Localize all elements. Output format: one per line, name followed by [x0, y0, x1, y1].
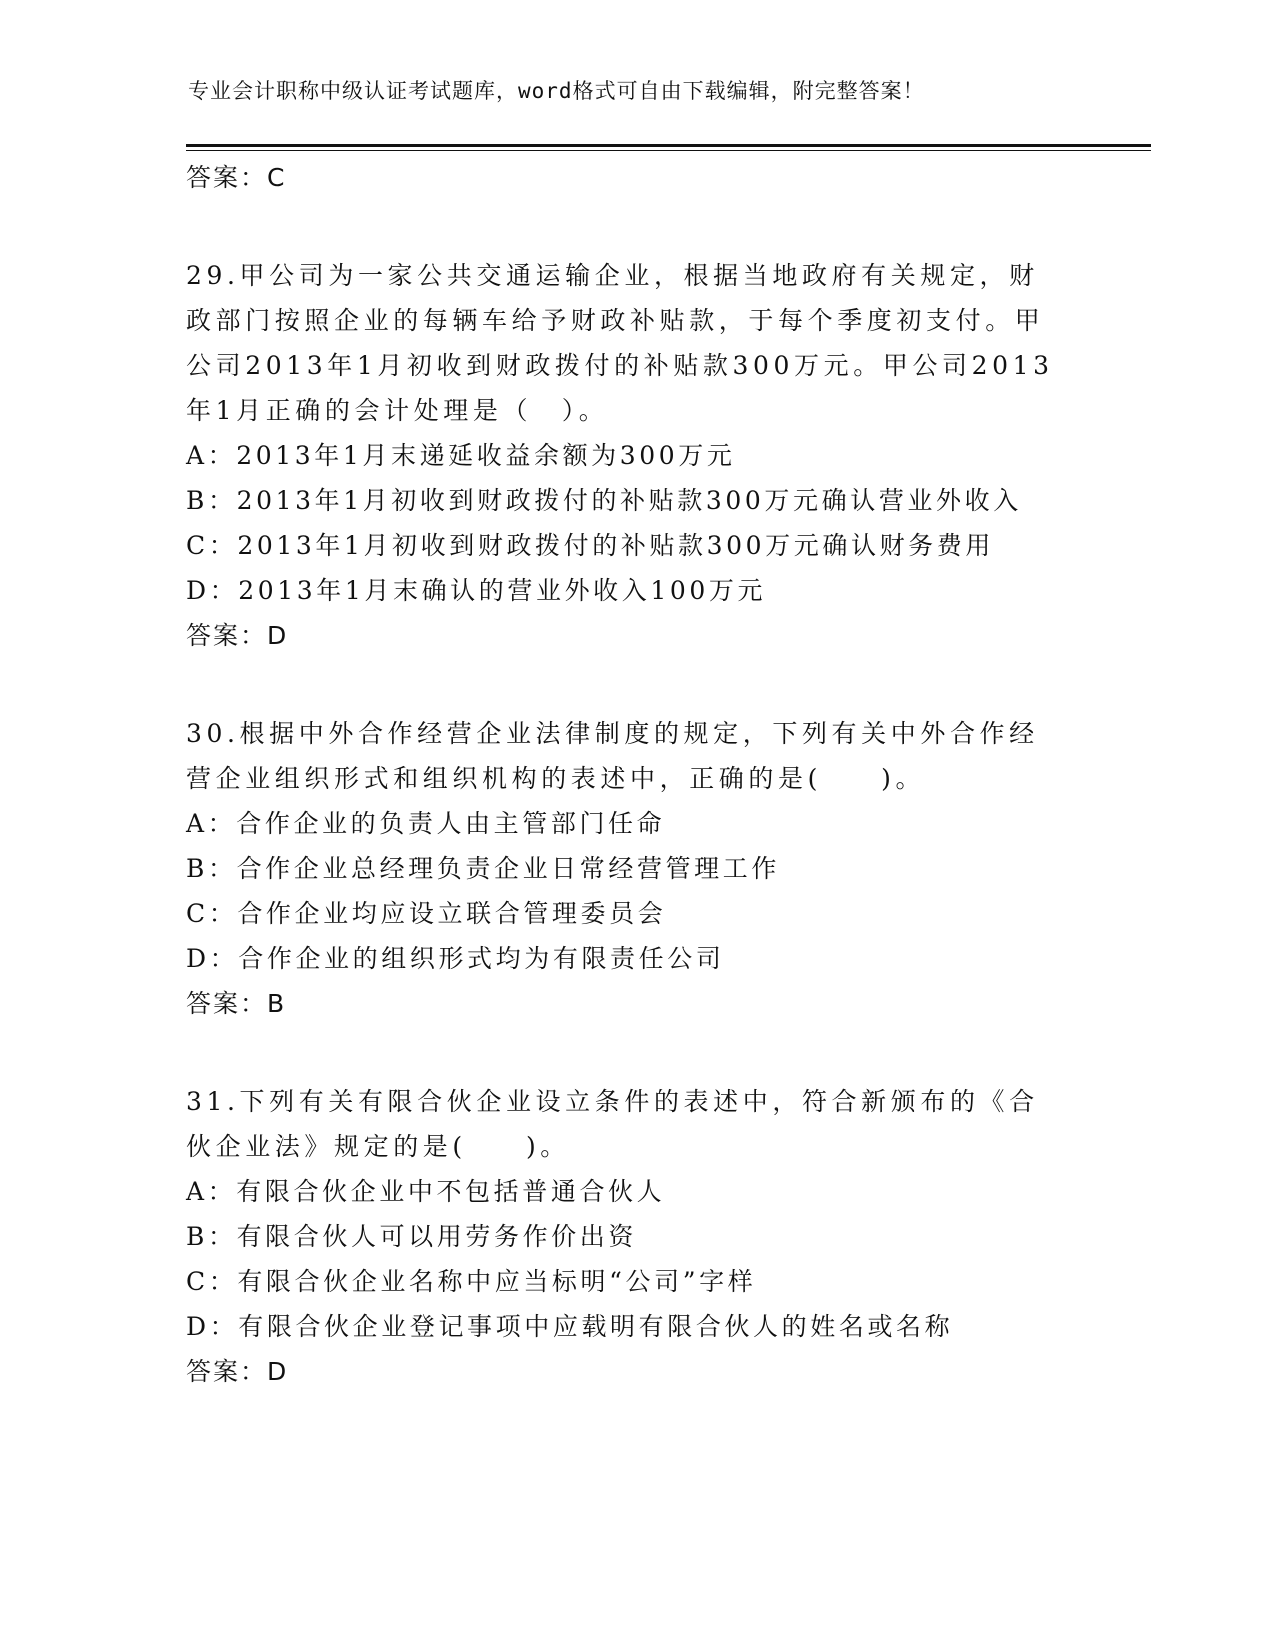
option-d: D：有限合伙企业登记事项中应载明有限合伙人的姓名或名称 [186, 1312, 954, 1341]
page-header: 专业会计职称中级认证考试题库，word格式可自由下载编辑，附完整答案！ [188, 79, 925, 103]
option-a: A：合作企业的负责人由主管部门任命 [186, 809, 666, 838]
header-rule-thick [186, 144, 1151, 147]
option-b: B：2013年1月初收到财政拨付的补贴款300万元确认营业外收入 [186, 486, 1022, 515]
header-rule-thin [186, 150, 1151, 151]
answer: 答案：D [186, 621, 289, 650]
option-c: C：有限合伙企业名称中应当标明“公司”字样 [186, 1267, 757, 1296]
option-d: D：2013年1月末确认的营业外收入100万元 [186, 576, 767, 605]
option-c: C：2013年1月初收到财政拨付的补贴款300万元确认财务费用 [186, 531, 994, 560]
option-d: D：合作企业的组织形式均为有限责任公司 [186, 944, 725, 973]
question-30 [186, 711, 1086, 1026]
option-a: A：2013年1月末递延收益余额为300万元 [186, 441, 736, 470]
question-stem: 30.根据中外合作经营企业法律制度的规定，下列有关中外合作经营企业组织形式和组织机构的表述中，正确的是( )。 [186, 719, 1039, 793]
question-list [186, 155, 1086, 1394]
answer-previous: 答案：C [186, 163, 287, 192]
option-b: B：有限合伙人可以用劳务作价出资 [186, 1222, 637, 1251]
option-c: C：合作企业均应设立联合管理委员会 [186, 899, 667, 928]
option-b: B：合作企业总经理负责企业日常经营管理工作 [186, 854, 780, 883]
option-a: A：有限合伙企业中不包括普通合伙人 [186, 1177, 666, 1206]
answer: 答案：B [186, 989, 287, 1018]
answer: 答案：D [186, 1357, 289, 1386]
question-31 [186, 1079, 1086, 1394]
question-29 [186, 253, 1086, 658]
question-stem: 31.下列有关有限合伙企业设立条件的表述中，符合新颁布的《合伙企业法》规定的是( )。 [186, 1087, 1039, 1161]
question-stem: 29.甲公司为一家公共交通运输企业，根据当地政府有关规定，财政部门按照企业的每辆车给予财政补贴款，于每个季度初支付。甲公司2013年1月初收到财政拨付的补贴款300万元。甲公司2013年1月正确的会计处理是（ ）。 [186, 261, 1054, 425]
